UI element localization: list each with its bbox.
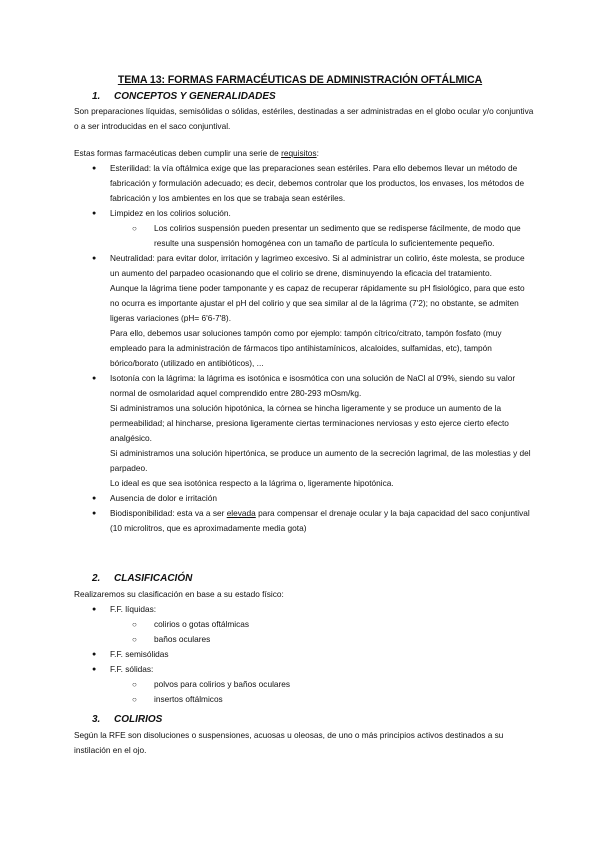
- list-item: [110, 692, 534, 707]
- liquidas-item: baños oculares: [154, 634, 211, 644]
- isotonia-paragraph-2: Si administramos una solución hipotónica, la córnea se hincha ligeramente y se produce un aumento de la permeabilidad; al hincharse, presiona ligeramente ciertas terminaciones nerviosas y esto ejerce cierto efecto analgésico.: [110, 403, 509, 443]
- isotonia-paragraph-4: Lo ideal es que sea isotónica respecto a la lágrima o, ligeramente hipotónica.: [110, 478, 394, 488]
- section-heading-conceptos: [92, 91, 276, 102]
- solidas-item: insertos oftálmicos: [154, 694, 223, 704]
- requirements-link: requisitos: [281, 148, 317, 158]
- list-item: [110, 221, 534, 251]
- section-title: COLIRIOS: [114, 714, 163, 725]
- list-item: [92, 251, 534, 371]
- section-heading-colirios: [92, 714, 162, 725]
- requirements-intro-text: Estas formas farmacéuticas deben cumplir una serie de: [74, 148, 282, 158]
- solidas-item: polvos para colirios y baños oculares: [154, 679, 291, 689]
- requirement-biodisponibilidad: Biodisponibilidad: esta va a ser: [110, 508, 227, 518]
- limpidez-subitem: Los colirios suspensión pueden presentar un sedimento que se redisperse fácilmente, de modo que resulte una suspensión homogénea con un tamaño de partícula lo suficientemente pequeño.: [154, 223, 521, 248]
- intro-paragraph: Son preparaciones líquidas, semisólidas o sólidas, estériles, destinadas a ser administradas en el globo ocular y/o conjuntiva o a ser introducidas en el saco conjuntival.: [74, 106, 534, 131]
- biodisponibilidad-emphasis: elevada: [226, 508, 256, 518]
- requirement-esterilidad: Esterilidad: la vía oftálmica exige que las preparaciones sean estériles. Para ello debemos llevar un método de fabricación y formulación adecuado; es decir, debemos controlar que los productos, los envases, los métodos de fabricación y los ambientes en los que se trabaja sean estériles.: [110, 163, 525, 203]
- list-item: [110, 617, 534, 632]
- list-item: [92, 662, 534, 707]
- clasif-semisolidas: F.F. semisólidas: [110, 649, 169, 659]
- requirements-intro: [74, 146, 534, 161]
- clasificacion-intro: Realizaremos su clasificación en base a su estado físico:: [74, 589, 284, 599]
- requirement-isotonia: ● Isotonía con la lágrima: la lágrima es isotónica e isosmótica con una solución de NaCl al 0'9%, siendo su valor normal de osmolaridad aquel comprendido entre 280-293 mOsm/kg.: [110, 373, 516, 398]
- liquidas-item: colirios o gotas oftálmicas: [154, 619, 249, 629]
- list-item: [110, 632, 534, 647]
- isotonia-paragraph-3: Si administramos una solución hipertónica, se produce un aumento de la secreción lagrimal, de las molestias y del parpadeo.: [110, 448, 531, 473]
- list-item: [92, 491, 534, 506]
- limpidez-sublist: [110, 221, 534, 251]
- list-item: [110, 677, 534, 692]
- list-item: [92, 161, 534, 206]
- clasificacion-list: [92, 602, 534, 707]
- liquidas-sublist: [110, 617, 534, 647]
- section-number: 1.: [92, 91, 101, 102]
- clasif-liquidas: F.F. líquidas:: [110, 604, 157, 614]
- requirements-intro-colon: :: [316, 148, 319, 158]
- list-item: [92, 506, 534, 536]
- document-title: TEMA 13: FORMAS FARMACÉUTICAS DE ADMINISTRACIÓN OFTÁLMICA: [117, 74, 483, 86]
- colirios-paragraph: Según la RFE son disoluciones o suspensiones, acuosas u oleosas, de uno o más principios activos destinados a su instilación en el ojo.: [74, 730, 504, 755]
- clasif-solidas: F.F. sólidas:: [110, 664, 154, 674]
- section-title: CONCEPTOS Y GENERALIDADES: [114, 91, 276, 102]
- list-item: [92, 206, 534, 251]
- section-number: 2.: [92, 573, 101, 584]
- requirement-limpidez: Limpidez en los colirios solución.: [110, 208, 231, 218]
- list-item: [92, 602, 534, 647]
- section-number: 3.: [92, 714, 101, 725]
- neutralidad-paragraph-2: Aunque la lágrima tiene poder tamponante y es capaz de recuperar rápidamente su pH fisiológico, para que esto no ocurra es importante ajustar el pH del colirio y que sea similar al de la lágrima (7'2); no obstante, se admiten ligeras variaciones (pH= 6'6-7'8).: [110, 283, 525, 323]
- list-item: [92, 371, 534, 491]
- requirements-list: [92, 161, 534, 536]
- requirement-neutralidad: ● Neutralidad: para evitar dolor, irritación y lagrimeo excesivo. Si al administrar un colirio, éste molesta, se produce un aumento del parpadeo ocasionando que el colirio se drene, disminuyendo la eficacia del tratamiento.: [110, 253, 525, 278]
- list-item: [92, 647, 534, 662]
- section-title: CLASIFICACIÓN: [114, 573, 193, 584]
- neutralidad-paragraph-3: Para ello, debemos usar soluciones tampón como por ejemplo: tampón cítrico/citrato, tampón fosfato (muy empleado para la administración de fármacos tipo antihistamínicos, alcaloides, sulfamidas, etc), tampón bórico/borato (utilizado en antibióticos), ...: [110, 328, 502, 368]
- section-heading-clasificacion: [92, 573, 192, 584]
- requirement-ausencia: Ausencia de dolor e irritación: [110, 493, 217, 503]
- solidas-sublist: [110, 677, 534, 707]
- biodisponibilidad-rest: para compensar el drenaje ocular y la baja capacidad del saco conjuntival (10 microlitros, que es aproximadamente media gota): [110, 508, 530, 533]
